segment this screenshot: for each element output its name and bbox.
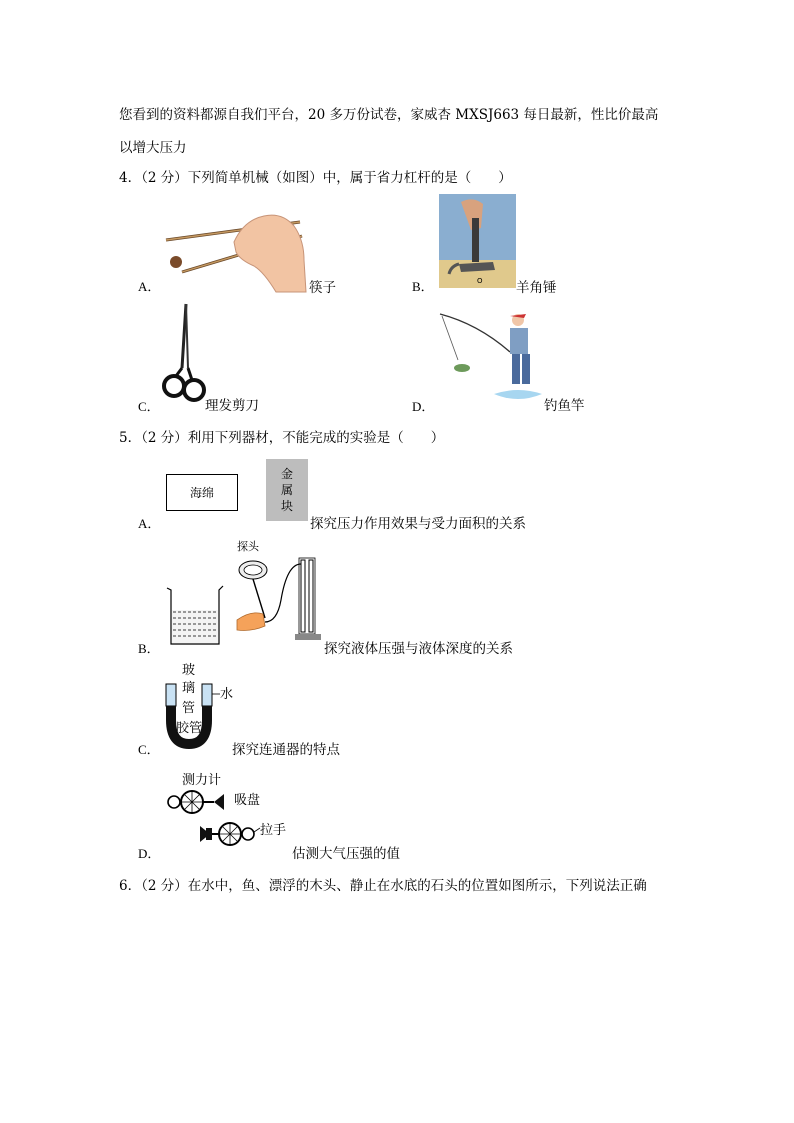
probe-label: 探头 [237, 540, 259, 553]
option-a-caption: 筷子 [309, 280, 336, 296]
question-5-stem: 5．（2 分）利用下列器材，不能完成的实验是（ ） [119, 430, 445, 446]
hose-label: 胶管 [176, 721, 203, 736]
glass-label-2: 璃 [182, 681, 196, 696]
option-a-letter: A． [138, 279, 161, 294]
metal-label-3: 块 [280, 499, 293, 513]
pivot-label: O [477, 277, 483, 285]
option-d-caption: 钓鱼竿 [544, 398, 585, 414]
metal-label-1: 金 [280, 467, 293, 481]
sponge-box [166, 474, 238, 511]
connected-vessels-image [160, 660, 240, 752]
question-6-stem: 6．（2 分）在水中，鱼、漂浮的木头、静止在水底的石头的位置如图所示，下列说法正确 [119, 878, 647, 894]
liquid-pressure-apparatus [165, 540, 325, 648]
handle-label: 拉手 [260, 823, 287, 838]
option-b-letter: B． [138, 641, 160, 656]
option-b-letter: B． [412, 279, 434, 294]
sponge-label: 海绵 [189, 486, 214, 500]
metal-block [266, 459, 308, 521]
metal-label-2: 属 [280, 483, 293, 497]
chopsticks-image [164, 210, 309, 292]
option-b-caption: 探究液体压强与液体深度的关系 [324, 641, 513, 657]
option-b-caption: 羊角锤 [516, 280, 557, 296]
glass-label-1: 玻 [182, 663, 196, 678]
option-d-letter: D． [412, 399, 435, 414]
claw-hammer-image [439, 194, 516, 288]
suction-label: 吸盘 [234, 793, 261, 808]
option-a-letter: A． [138, 516, 161, 531]
option-c-letter: C． [138, 742, 160, 757]
option-a-caption: 探究压力作用效果与受力面积的关系 [310, 516, 526, 532]
glass-label-3: 管 [182, 701, 196, 716]
question-4-stem: 4．（2 分）下列简单机械（如图）中，属于省力杠杆的是（ ） [119, 170, 512, 186]
previous-question-fragment: 以增大压力 [119, 140, 187, 156]
option-c-caption: 探究连通器的特点 [232, 742, 340, 758]
fishing-rod-image [438, 308, 548, 410]
option-c-caption: 理发剪刀 [205, 398, 259, 414]
option-d-letter: D． [138, 846, 161, 861]
scissors-image [160, 302, 208, 406]
atmospheric-pressure-apparatus [162, 770, 302, 850]
option-d-caption: 估测大气压强的值 [292, 846, 400, 862]
option-c-letter: C． [138, 399, 160, 414]
water-label: 水 [220, 687, 234, 702]
header-note: 您看到的资料都源自我们平台，20 多万份试卷，家威杏 MXSJ663 每日最新，性比价最高 [119, 107, 659, 123]
meter-label: 测力计 [182, 773, 222, 788]
